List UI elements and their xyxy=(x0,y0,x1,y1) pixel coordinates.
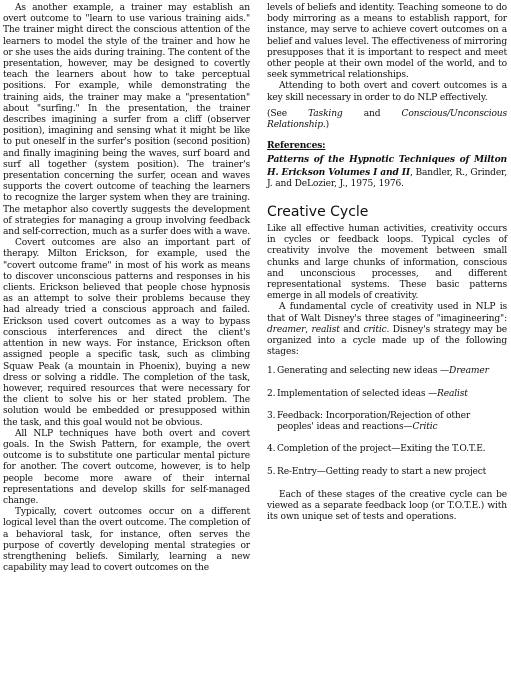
list-item: 4. Completion of the project—Exiting the T.O.T.E. xyxy=(267,444,486,455)
left-column xyxy=(3,3,250,574)
paragraph-covert-therapy: Covert outcomes are also an important part of therapy. Milton Erickson, for example, used the "covert outcome frame" in most of his work as means to discover unconscious patterns and responses in his clients. Erickson believed that people chose hypnosis as an attempt to solve their problems because they had already tried a conscious approach and failed. Erickson used covert outcomes as a way to bypass conscious interferences and direct the client's attention in new ways. For instance, Erickson often assigned people a specific task, such as climbing Squaw Peak (a mountain in Phoenix), buying a new dress or solving a riddle. The completion of the task, however, required resources that were necessary for the client to solve his or her stated problem. The solution would be embedded or presupposed within the task, and this goal would not be obvious. xyxy=(3,238,250,428)
paragraph-disney-strategy: A fundamental cycle of creativity used in NLP is that of Walt Disney's three stages of "imagineering": dreamer, realist and critic. Disney's strategy may be organized into a cycle made up of the following stages: xyxy=(267,302,508,358)
list-item: 3. Feedback: Incorporation/Rejection of other peoples' ideas and reactions—Critic xyxy=(267,410,471,433)
paragraph-stages-summary: Each of these stages of the creative cycle can be viewed as a separate feedback loop (or T.O.T.E.) with its own unique set of tests and operations. xyxy=(267,489,507,523)
paragraph-beliefs-identity: levels of beliefs and identity. Teaching someone to do body mirroring as a means to establish rapport, for instance, may serve to achieve covert outcomes on a belief and values level. The effectiveness of mirroring presupposes that it is important to respect and meet other people at their own model of the world, and to seek symmetrical relationships. xyxy=(267,3,507,81)
see-also-relationship: Conscious/Unconscious Relationship xyxy=(267,108,507,131)
paragraph-training-example: As another example, a trainer may establish an overt outcome to "learn to use various training aids." The trainer might direct the conscious attention of the learners to model the style of the trainer and how he or she uses the aids during training. The content of the presentation, however, may be designed to covertly teach the learners about how to take perceptual positions. For example, while demonstrating the training aids, the trainer may make a "presentation" about "surfing." In the presentation, the trainer describes imagining a surfer from a cliff (observer position), imagining and sensing what it might be like to put oneself in the surfer's position (second position) and finally imagining being the waves, surf board and surf all together (system position). The trainer's presentation concerning the surfer, ocean and waves supports the covert outcome of teaching the learners to recognize the larger system when they are training. The metaphor also covertly suggests the development of strategies for managing a group involving feedback and self-correction, much as a surfer does with a wave. xyxy=(3,3,250,238)
reference-entry xyxy=(267,154,507,190)
list-item: 2. Implementation of selected ideas —Realist xyxy=(267,388,468,399)
paragraph-nlp-techniques: All NLP techniques have both overt and covert goals. In the Swish Pattern, for example, the overt outcome is to substitute one particular mental picture for another. The covert outcome, however, is to help people become more aware of their internal representations and develop skills for self-managed change. xyxy=(3,428,250,506)
right-column xyxy=(267,3,507,523)
paragraph-creativity-cycles: Like all effective human activities, creativity occurs in cycles or feedback loops. Typical cycles of creativity involve the movement between small chunks and large chunks of information, conscious and unconscious processes, and different representational systems. These basic patterns emerge in all models of creativity. xyxy=(267,224,507,302)
stages-list xyxy=(267,366,507,477)
reference-details: , Bandler, R., Grinder, J. and DeLozier, J., 1975, 1976. xyxy=(267,167,507,189)
see-also-tasking: Tasking xyxy=(308,108,343,119)
reference-title: Patterns of the Hypnotic Techniques of Milton H. Erickson Volumes I and II xyxy=(267,154,507,178)
references-heading: References: xyxy=(267,140,326,152)
list-item: 5. Re-Entry—Getting ready to start a new project xyxy=(267,466,487,477)
paragraph-key-skill: Attending to both overt and covert outcomes is a key skill necessary in order to do NLP effectively. xyxy=(267,81,507,103)
see-also-note: (See Tasking and Conscious/Unconscious Relationship.) xyxy=(267,108,507,131)
paragraph-logical-levels: Typically, covert outcomes occur on a different logical level than the overt outcome. The completion of a behavioral task, for instance, often serves the purpose of covertly developing mental strategies or strengthening beliefs. Similarly, learning a new capability may lead to covert outcomes on the xyxy=(3,507,250,574)
list-item: 1. Generating and selecting new ideas —Dreamer xyxy=(267,366,489,377)
section-title-creative-cycle: Creative Cycle xyxy=(267,204,369,221)
